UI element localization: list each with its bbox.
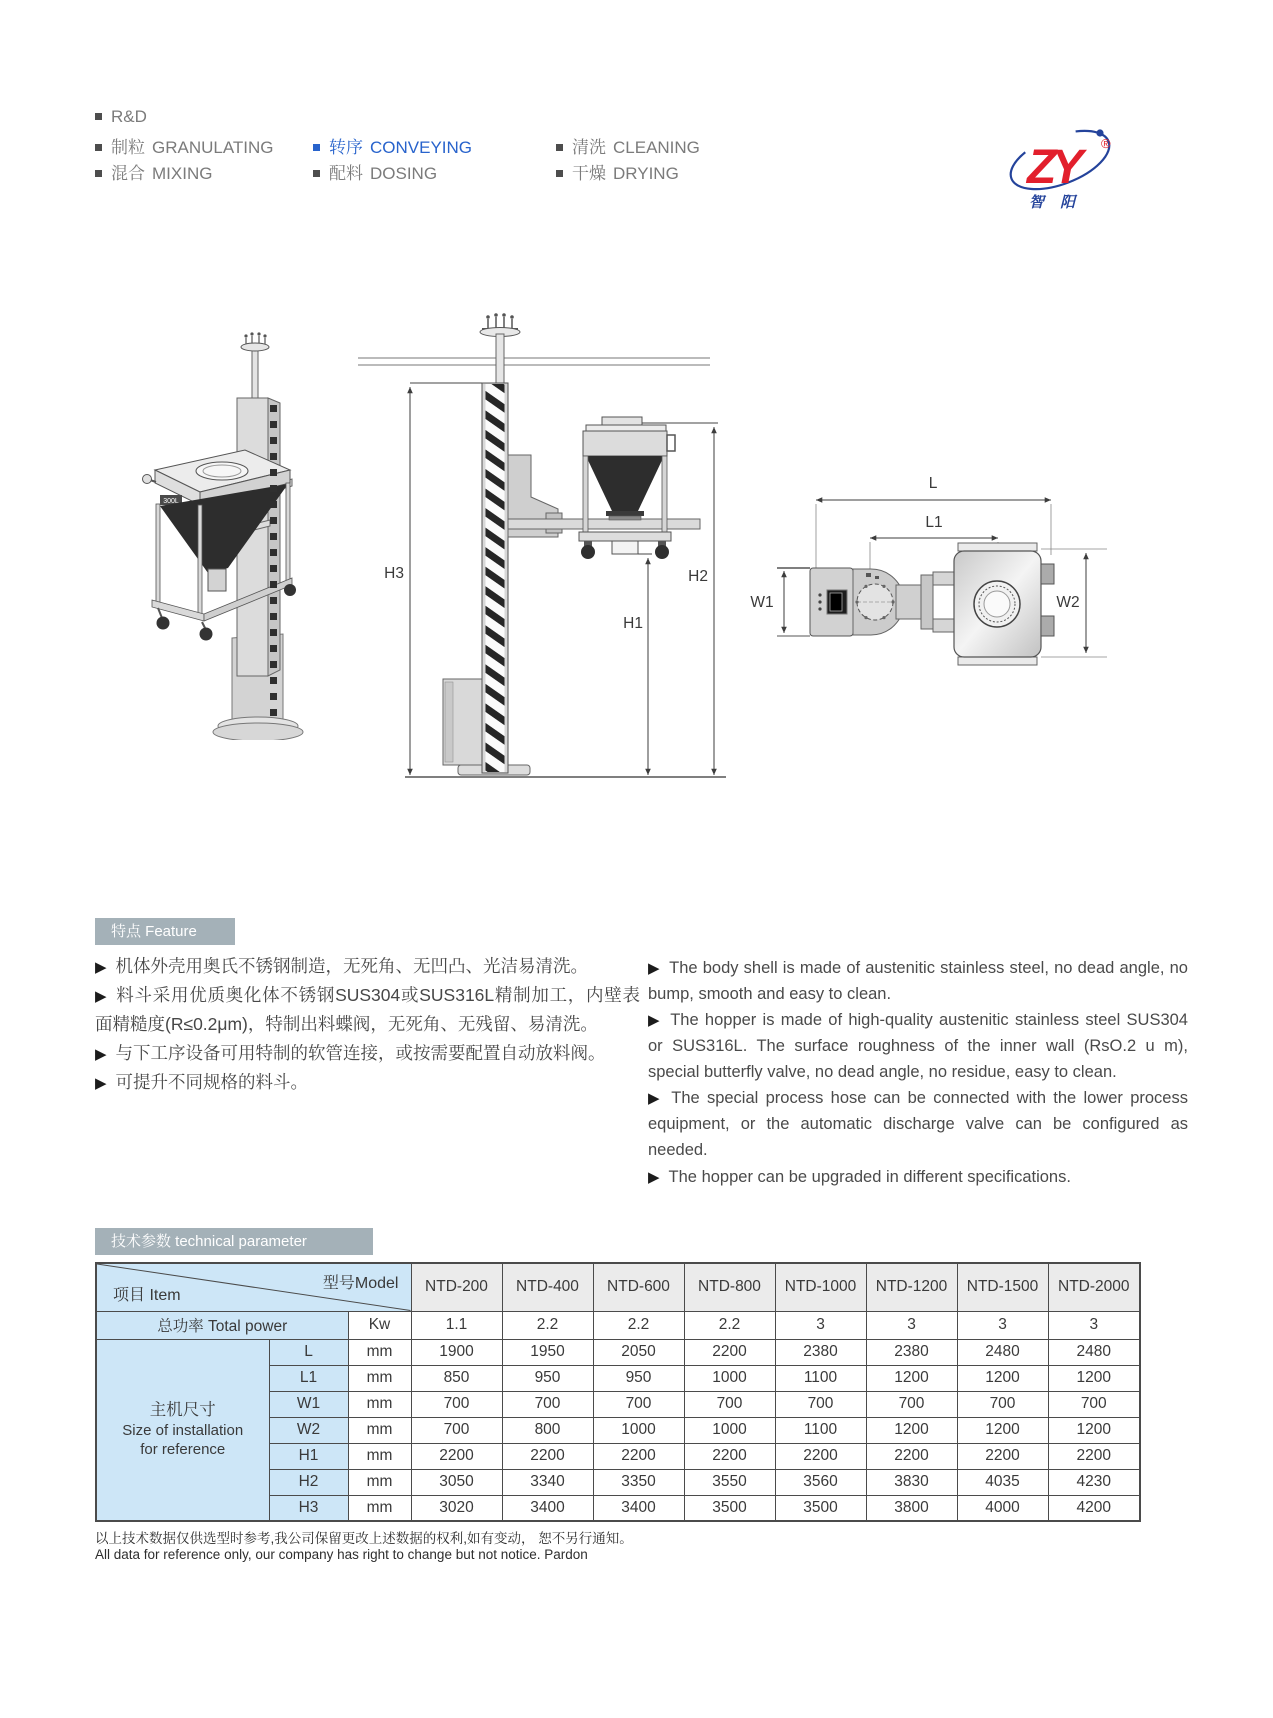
table-cell: 3800 [866,1495,957,1521]
logo-mark: ZY [1027,141,1079,194]
table-cell: 3 [866,1311,957,1339]
size-group-zh: 主机尺寸 [149,1400,216,1419]
feature-text: 料斗采用优质奥化体不锈钢SUS304或SUS316L精制加工，内壁表面精糙度(R≤0.2μm)，特制出料蝶阀，无死角、无残留、易清洗。 [95,985,640,1035]
dim-name-cell: L [269,1339,348,1365]
size-row [96,1339,1140,1365]
feature-item [648,955,1188,1007]
table-header-row [96,1263,1140,1311]
dim-label-l1: L1 [925,514,943,531]
table-cell: 700 [1048,1391,1140,1417]
feature-text: The body shell is made of austenitic stainless steel, no dead angle, no bump, smooth and easy to clean. [648,959,1188,1004]
table-cell: 4230 [1048,1469,1140,1495]
corner-model-label: 型号Model [322,1275,399,1292]
feature-item [95,1068,640,1097]
dim-label-w1: W1 [750,594,774,611]
disclaimer-note [95,1531,633,1563]
unit-cell: mm [348,1443,411,1469]
logo-subtext: 智 阳 [1029,194,1082,211]
table-cell: 2200 [957,1443,1048,1469]
nav-label-en: DOSING [370,164,438,183]
model-header: NTD-400 [502,1263,593,1311]
table-cell: 2480 [957,1339,1048,1365]
table-cell: 3560 [775,1469,866,1495]
nav-label-en: GRANULATING [152,138,274,157]
feature-text: 与下工序设备可用特制的软管连接，或按需要配置自动放料阀。 [115,1043,606,1064]
table-cell: 3 [775,1311,866,1339]
spec-table [95,1262,1141,1522]
table-cell: 4035 [957,1469,1048,1495]
dim-label-h2: H2 [688,568,708,585]
nav-label-zh: 混合 [111,164,145,183]
table-cell: 1900 [411,1339,502,1365]
nav-label-en: MIXING [152,164,213,183]
table-cell: 850 [411,1365,502,1391]
unit-cell: Kw [348,1311,411,1339]
table-cell: 1200 [957,1417,1048,1443]
feature-list-zh [95,952,640,1097]
unit-cell: mm [348,1495,411,1521]
dim-name-cell: L1 [269,1365,348,1391]
nav-item-rd [95,107,147,127]
table-cell: 1000 [593,1417,684,1443]
dim-name-cell: H2 [269,1469,348,1495]
square-bullet-icon [95,113,102,120]
square-bullet-icon [95,170,102,177]
triangle-bullet-icon: ▶ [95,1046,107,1064]
dim-name-cell: W2 [269,1417,348,1443]
model-header: NTD-600 [593,1263,684,1311]
nav-label-zh: 制粒 [111,138,145,157]
nav-label-en: CONVEYING [370,138,473,157]
table-cell: 3340 [502,1469,593,1495]
feature-item [648,1164,1188,1190]
table-cell: 3500 [684,1495,775,1521]
table-cell: 1200 [866,1365,957,1391]
isometric-drawing [120,290,320,740]
table-cell: 4000 [957,1495,1048,1521]
model-header: NTD-2000 [1048,1263,1140,1311]
nav-label-zh: 转序 [329,138,363,157]
nav-item-drying [556,159,679,184]
size-group-en: Size of installation [122,1421,244,1439]
nav-label-zh: 清洗 [572,138,606,157]
caster-wheel-icon [284,584,296,596]
hopper-cone [586,456,664,511]
square-bullet-icon [313,144,320,151]
caster-wheel-icon [157,617,170,630]
table-cell: 2480 [1048,1339,1140,1365]
dim-name-cell: H3 [269,1495,348,1521]
table-cell: 1950 [502,1339,593,1365]
parameters-section-heading: 技术参数 technical parameter [95,1228,373,1255]
unit-cell: mm [348,1365,411,1391]
table-cell: 1000 [684,1365,775,1391]
caster-wheel-icon [655,545,669,559]
table-cell: 2050 [593,1339,684,1365]
table-cell: 800 [502,1417,593,1443]
square-bullet-icon [313,170,320,177]
table-cell: 950 [593,1365,684,1391]
table-cell: 700 [411,1417,502,1443]
dim-name-cell: H1 [269,1443,348,1469]
table-cell: 3 [957,1311,1048,1339]
table-cell: 700 [684,1391,775,1417]
table-cell: 2.2 [502,1311,593,1339]
model-header: NTD-1500 [957,1263,1048,1311]
table-cell: 1200 [957,1365,1048,1391]
square-bullet-icon [95,144,102,151]
table-cell: 2380 [866,1339,957,1365]
nav-item-dosing [313,159,437,184]
triangle-bullet-icon: ▶ [95,988,108,1006]
table-cell: 3830 [866,1469,957,1495]
size-group-en: for reference [140,1441,226,1459]
table-cell: 700 [775,1391,866,1417]
nav-item-granulating [95,133,274,158]
dim-label-l: L [928,475,938,492]
caster-wheel-icon [581,545,595,559]
model-header: NTD-1200 [866,1263,957,1311]
feature-list-en [648,955,1188,1190]
nav-item-cleaning [556,133,700,158]
top-view-drawing [735,430,1175,680]
size-group-cell [96,1339,269,1521]
table-cell: 3 [1048,1311,1140,1339]
table-cell: 700 [593,1391,684,1417]
unit-cell: mm [348,1417,411,1443]
table-cell: 2380 [775,1339,866,1365]
dim-label-h1: H1 [623,615,643,632]
feature-text: The hopper can be upgraded in different specifications. [668,1167,1071,1186]
table-cell: 2200 [775,1443,866,1469]
table-cell: 1000 [684,1417,775,1443]
model-header: NTD-1000 [775,1263,866,1311]
table-cell: 2200 [593,1443,684,1469]
corner-item-label: 项目 Item [113,1286,181,1304]
feature-text: The hopper is made of high-quality austenitic stainless steel SUS304 or SUS316L. The surface roughness of the inner wall (RsO.2 u m), special butterfly valve, no dead angle, no residue, easy to clean. [648,1011,1188,1082]
dim-label-w2: W2 [1056,594,1080,611]
disclaimer-zh: 以上技术数据仅供选型时参考,我公司保留更改上述数据的权利,如有变动， 恕不另行通知。 [95,1531,633,1546]
feature-item [95,1039,640,1068]
company-logo [1005,120,1125,215]
triangle-bullet-icon: ▶ [95,1075,107,1093]
table-cell: 3050 [411,1469,502,1495]
table-cell: 4200 [1048,1495,1140,1521]
table-cell: 3400 [502,1495,593,1521]
table-cell: 700 [957,1391,1048,1417]
table-cell: 2200 [684,1339,775,1365]
table-cell: 3550 [684,1469,775,1495]
table-cell: 1200 [1048,1417,1140,1443]
registered-mark: ® [1101,136,1111,151]
table-cell: 2200 [866,1443,957,1469]
hopper-capacity-label: 300L [163,498,179,505]
feature-item [648,1007,1188,1085]
dim-name-cell: W1 [269,1391,348,1417]
feature-text: 机体外壳用奥氏不锈钢制造，无死角、无凹凸、光洁易清洗。 [115,956,589,976]
square-bullet-icon [556,170,563,177]
feature-item [95,952,640,981]
table-cell: 2.2 [684,1311,775,1339]
triangle-bullet-icon: ▶ [648,1168,660,1186]
feature-item [95,981,640,1039]
feature-text: 可提升不同规格的料斗。 [115,1072,309,1093]
nav-label-en: DRYING [613,164,679,183]
table-cell: 700 [411,1391,502,1417]
square-bullet-icon [556,144,563,151]
table-cell: 950 [502,1365,593,1391]
nav-label: R&D [111,107,147,126]
caster-wheel-icon [200,628,213,641]
table-cell: 700 [866,1391,957,1417]
table-cell: 3500 [775,1495,866,1521]
table-cell: 3400 [593,1495,684,1521]
table-cell: 2200 [411,1443,502,1469]
disclaimer-en: All data for reference only, our company has right to change but not notice. Pardon [95,1547,588,1563]
table-cell: 3020 [411,1495,502,1521]
table-cell: 1100 [775,1365,866,1391]
unit-cell: mm [348,1391,411,1417]
table-cell: 1.1 [411,1311,502,1339]
unit-cell: mm [348,1469,411,1495]
table-cell: 3350 [593,1469,684,1495]
table-cell: 1100 [775,1417,866,1443]
table-cell: 2200 [684,1443,775,1469]
table-cell: 2200 [502,1443,593,1469]
power-row [96,1311,1140,1339]
table-cell: 2.2 [593,1311,684,1339]
model-header: NTD-200 [411,1263,502,1311]
nav-label-zh: 干燥 [572,164,606,183]
nav-item-mixing [95,159,212,184]
table-cell: 1200 [1048,1365,1140,1391]
table-cell: 2200 [1048,1443,1140,1469]
feature-section-heading: 特点 Feature [95,918,235,945]
row-label: 总功率 Total power [96,1311,348,1339]
nav-item-conveying-active [313,133,472,158]
nav-label-zh: 配料 [329,164,363,183]
table-cell: 700 [502,1391,593,1417]
model-header: NTD-800 [684,1263,775,1311]
dim-label-h3: H3 [384,565,404,582]
feature-item [648,1085,1188,1163]
nav-label-en: CLEANING [613,138,700,157]
triangle-bullet-icon: ▶ [95,959,107,976]
feature-text: The special process hose can be connected with the lower process equipment, or the automatic discharge valve can be configured as needed. [648,1089,1188,1160]
triangle-bullet-icon: ▶ [648,960,661,977]
unit-cell: mm [348,1339,411,1365]
triangle-bullet-icon: ▶ [648,1012,662,1030]
side-view-drawing [350,285,730,785]
table-corner-cell [96,1263,411,1311]
table-cell: 1200 [866,1417,957,1443]
triangle-bullet-icon: ▶ [648,1090,663,1108]
